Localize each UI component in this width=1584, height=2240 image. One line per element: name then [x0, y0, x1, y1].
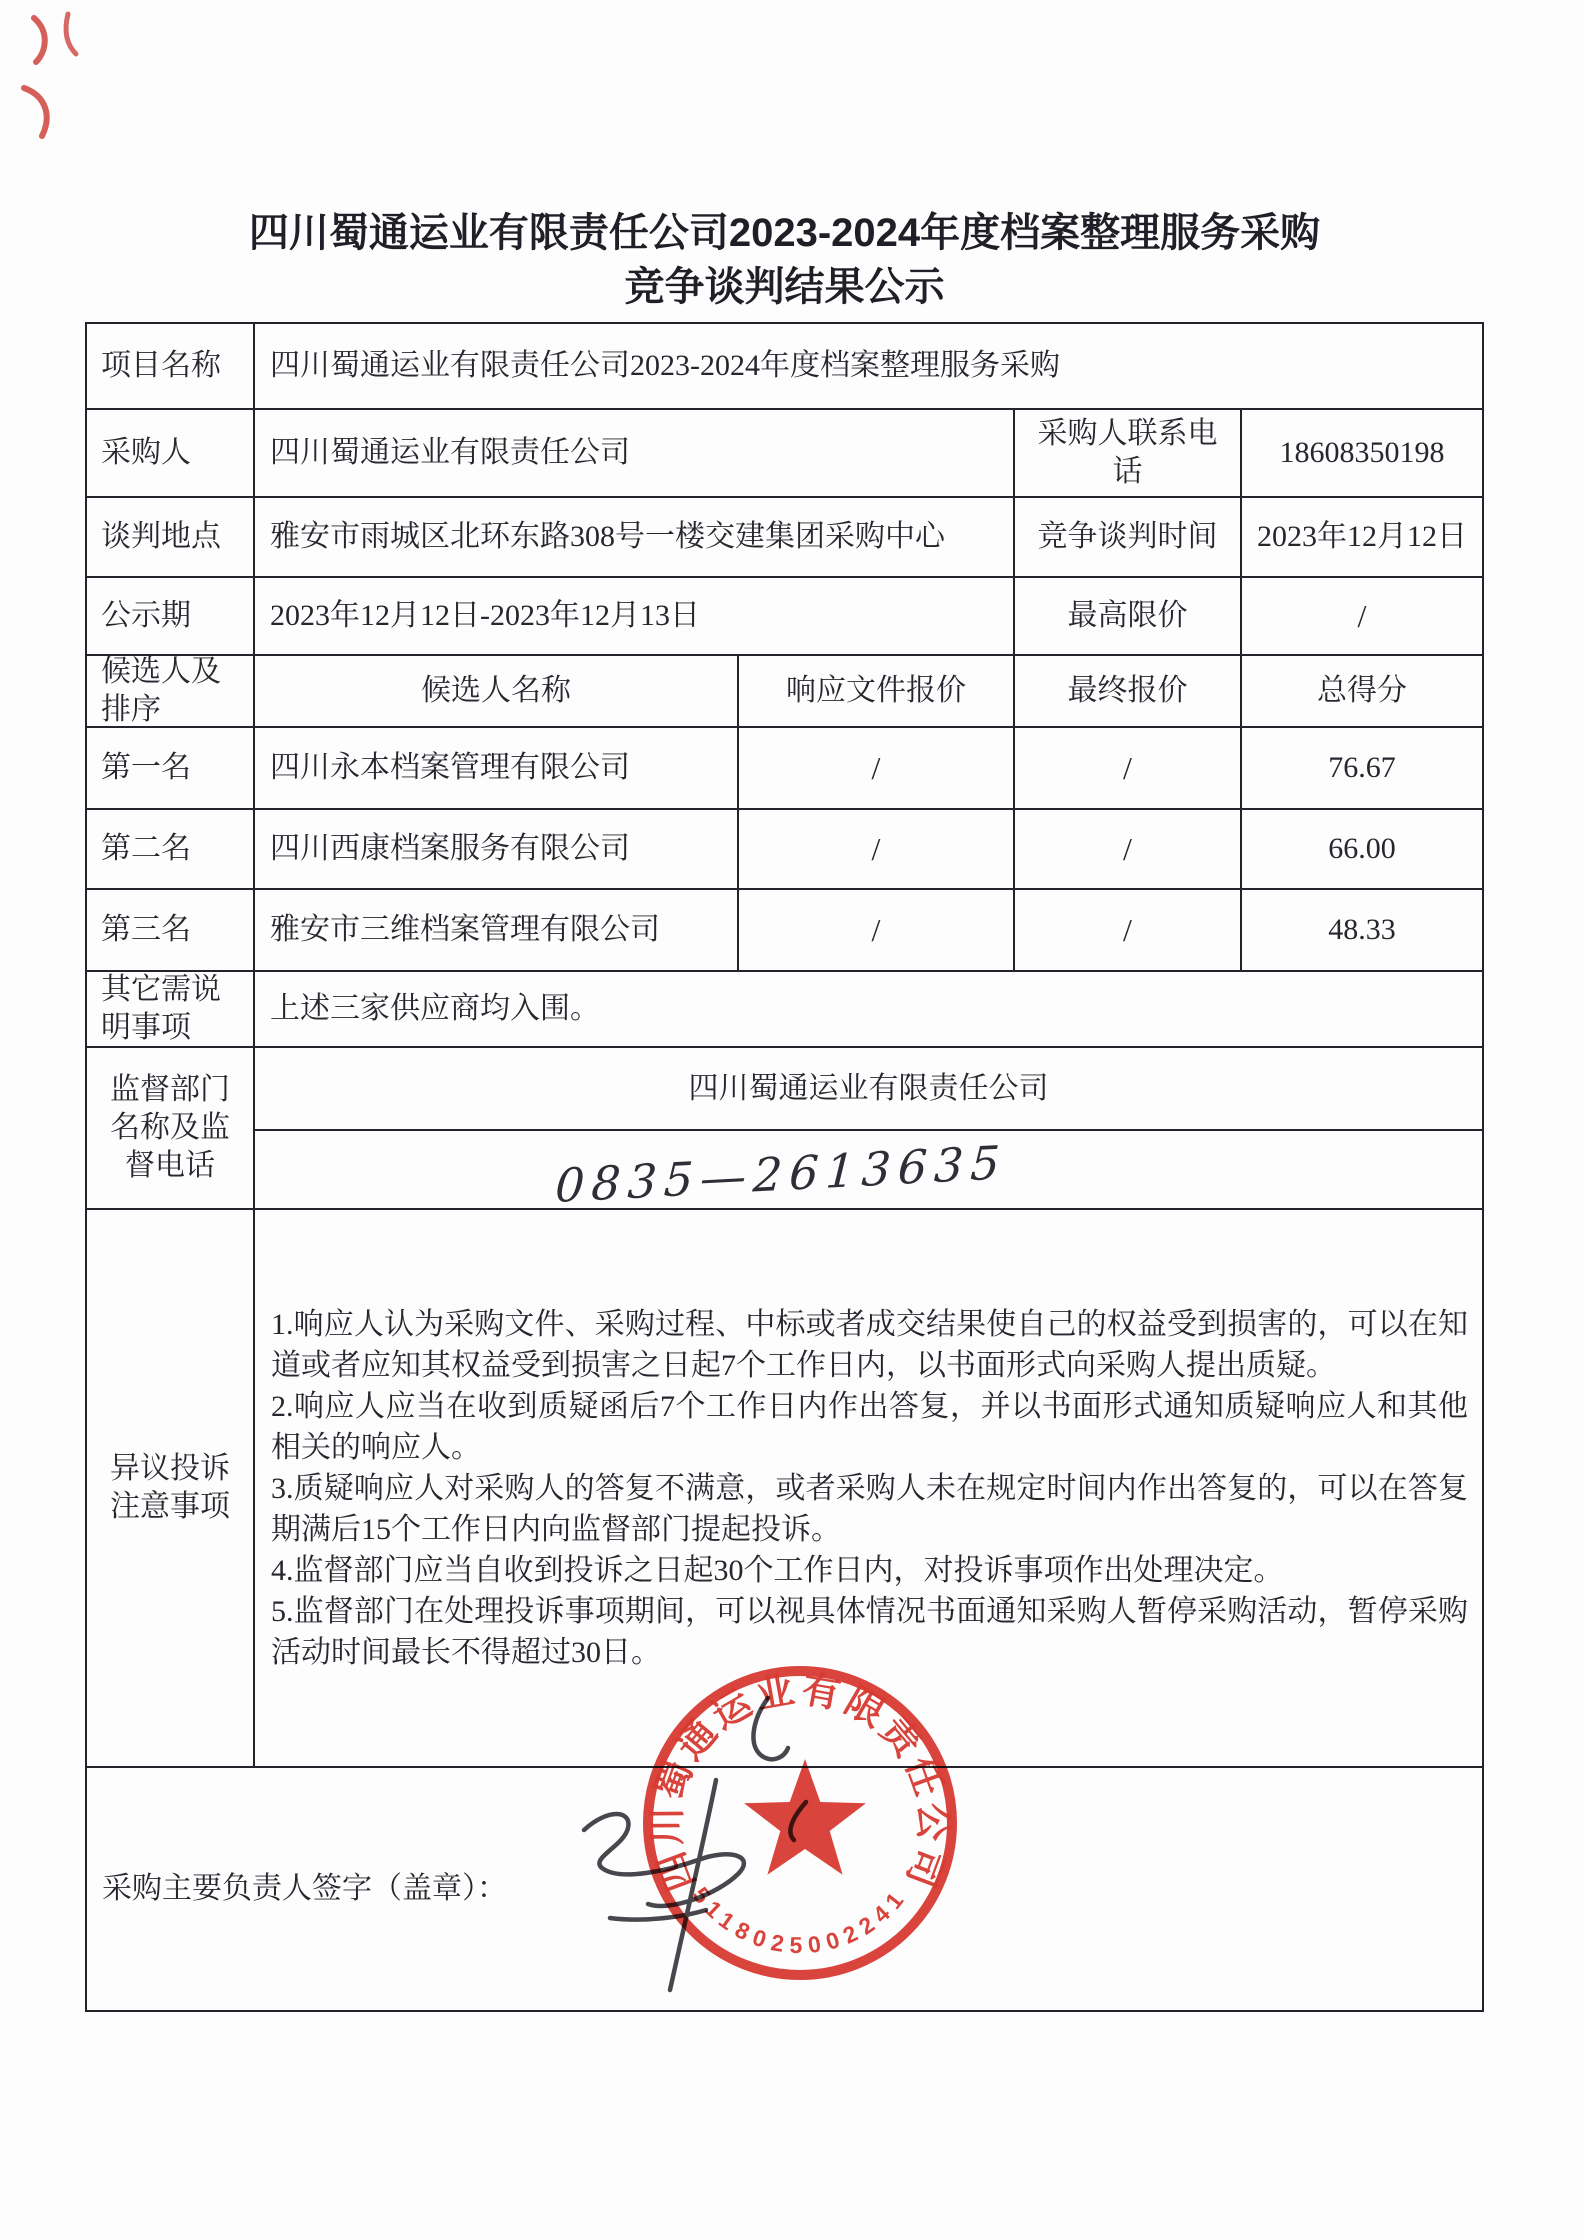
title-line2: 竞争谈判结果公示: [624, 265, 945, 309]
handwritten-signature: [520, 1660, 980, 2020]
objection-text: [255, 1304, 1482, 1673]
doc-price-header: 响应文件报价: [739, 656, 1015, 728]
supervision-label: 监督部门名称及监督电话: [87, 1048, 255, 1210]
candidate-3-doc-price: /: [739, 890, 1015, 972]
purchaser-phone-value: 18608350198: [1242, 410, 1482, 498]
candidate-2-doc-price: /: [739, 810, 1015, 890]
candidate-1-rank: 第一名: [87, 728, 255, 810]
supervision-phone-handwritten: 0835—2613635: [553, 1134, 1008, 1213]
candidate-2-score: 66.00: [1242, 810, 1482, 890]
candidate-1-name: 四川永本档案管理有限公司: [255, 728, 739, 810]
candidate-name-header: 候选人名称: [255, 656, 739, 728]
candidate-1-score: 76.67: [1242, 728, 1482, 810]
red-corner-marks: [6, 4, 136, 154]
stamp-arc-company-text: 四川蜀通运业有限责任公司: [646, 1668, 954, 1897]
candidate-2-name: 四川西康档案服务有限公司: [255, 810, 739, 890]
other-notes-label: 其它需说明事项: [87, 972, 255, 1048]
project-name-value: 四川蜀通运业有限责任公司2023-2024年度档案整理服务采购: [255, 324, 1482, 410]
other-notes-value: 上述三家供应商均入围。: [255, 972, 1482, 1048]
purchaser-value: 四川蜀通运业有限责任公司: [255, 410, 1015, 498]
candidate-2-rank: 第二名: [87, 810, 255, 890]
supervision-department: 四川蜀通运业有限责任公司: [255, 1048, 1482, 1131]
max-price-label: 最高限价: [1015, 578, 1242, 656]
publicity-period-label: 公示期: [87, 578, 255, 656]
signature-label: 采购主要负责人签字（盖章）：: [102, 1872, 507, 1905]
candidate-1-doc-price: /: [739, 728, 1015, 810]
max-price-value: /: [1242, 578, 1482, 656]
negotiation-location-label: 谈判地点: [87, 498, 255, 578]
publicity-period-value: 2023年12月12日-2023年12月13日: [255, 578, 1015, 656]
candidate-3-final-price: /: [1015, 890, 1242, 972]
purchaser-label: 采购人: [87, 410, 255, 498]
stamp-serial-text: 5118025002241: [687, 1882, 913, 1959]
objection-item: 5.监督部门在处理投诉事项期间，可以视具体情况书面通知采购人暂停采购活动，暂停采购活动时间最长不得超过30日。: [271, 1594, 1468, 1669]
supervision-phone-cell: [255, 1131, 1482, 1213]
candidate-3-score: 48.33: [1242, 890, 1482, 972]
candidate-1-final-price: /: [1015, 728, 1242, 810]
negotiation-time-label: 竞争谈判时间: [1015, 498, 1242, 578]
candidate-3-rank: 第三名: [87, 890, 255, 972]
objection-item: 3.质疑响应人对采购人的答复不满意，或者采购人未在规定时间内作出答复的，可以在答复期满后15个工作日内向监督部门提起投诉。: [271, 1471, 1468, 1546]
title-line1: 四川蜀通运业有限责任公司2023-2024年度档案整理服务采购: [248, 211, 1321, 255]
final-price-header: 最终报价: [1015, 656, 1242, 728]
project-name-label: 项目名称: [87, 324, 255, 410]
candidate-rank-header: 候选人及排序: [87, 656, 255, 728]
objection-label: 异议投诉注意事项: [87, 1210, 255, 1768]
purchaser-phone-label: 采购人联系电话: [1015, 410, 1242, 498]
negotiation-location-value: 雅安市雨城区北环东路308号一楼交建集团采购中心: [255, 498, 1015, 578]
objection-item: 2.响应人应当在收到质疑函后7个工作日内作出答复，并以书面形式通知质疑响应人和其他相关的响应人。: [271, 1389, 1468, 1464]
objection-item: 1.响应人认为采购文件、采购过程、中标或者成交结果使自己的权益受到损害的，可以在知道或者应知其权益受到损害之日起7个工作日内，以书面形式向采购人提出质疑。: [271, 1307, 1468, 1382]
score-header: 总得分: [1242, 656, 1482, 728]
candidate-2-final-price: /: [1015, 810, 1242, 890]
candidate-3-name: 雅安市三维档案管理有限公司: [255, 890, 739, 972]
objection-item: 4.监督部门应当自收到投诉之日起30个工作日内，对投诉事项作出处理决定。: [271, 1553, 1284, 1587]
negotiation-time-value: 2023年12月12日: [1242, 498, 1482, 578]
document-title: [85, 206, 1484, 314]
